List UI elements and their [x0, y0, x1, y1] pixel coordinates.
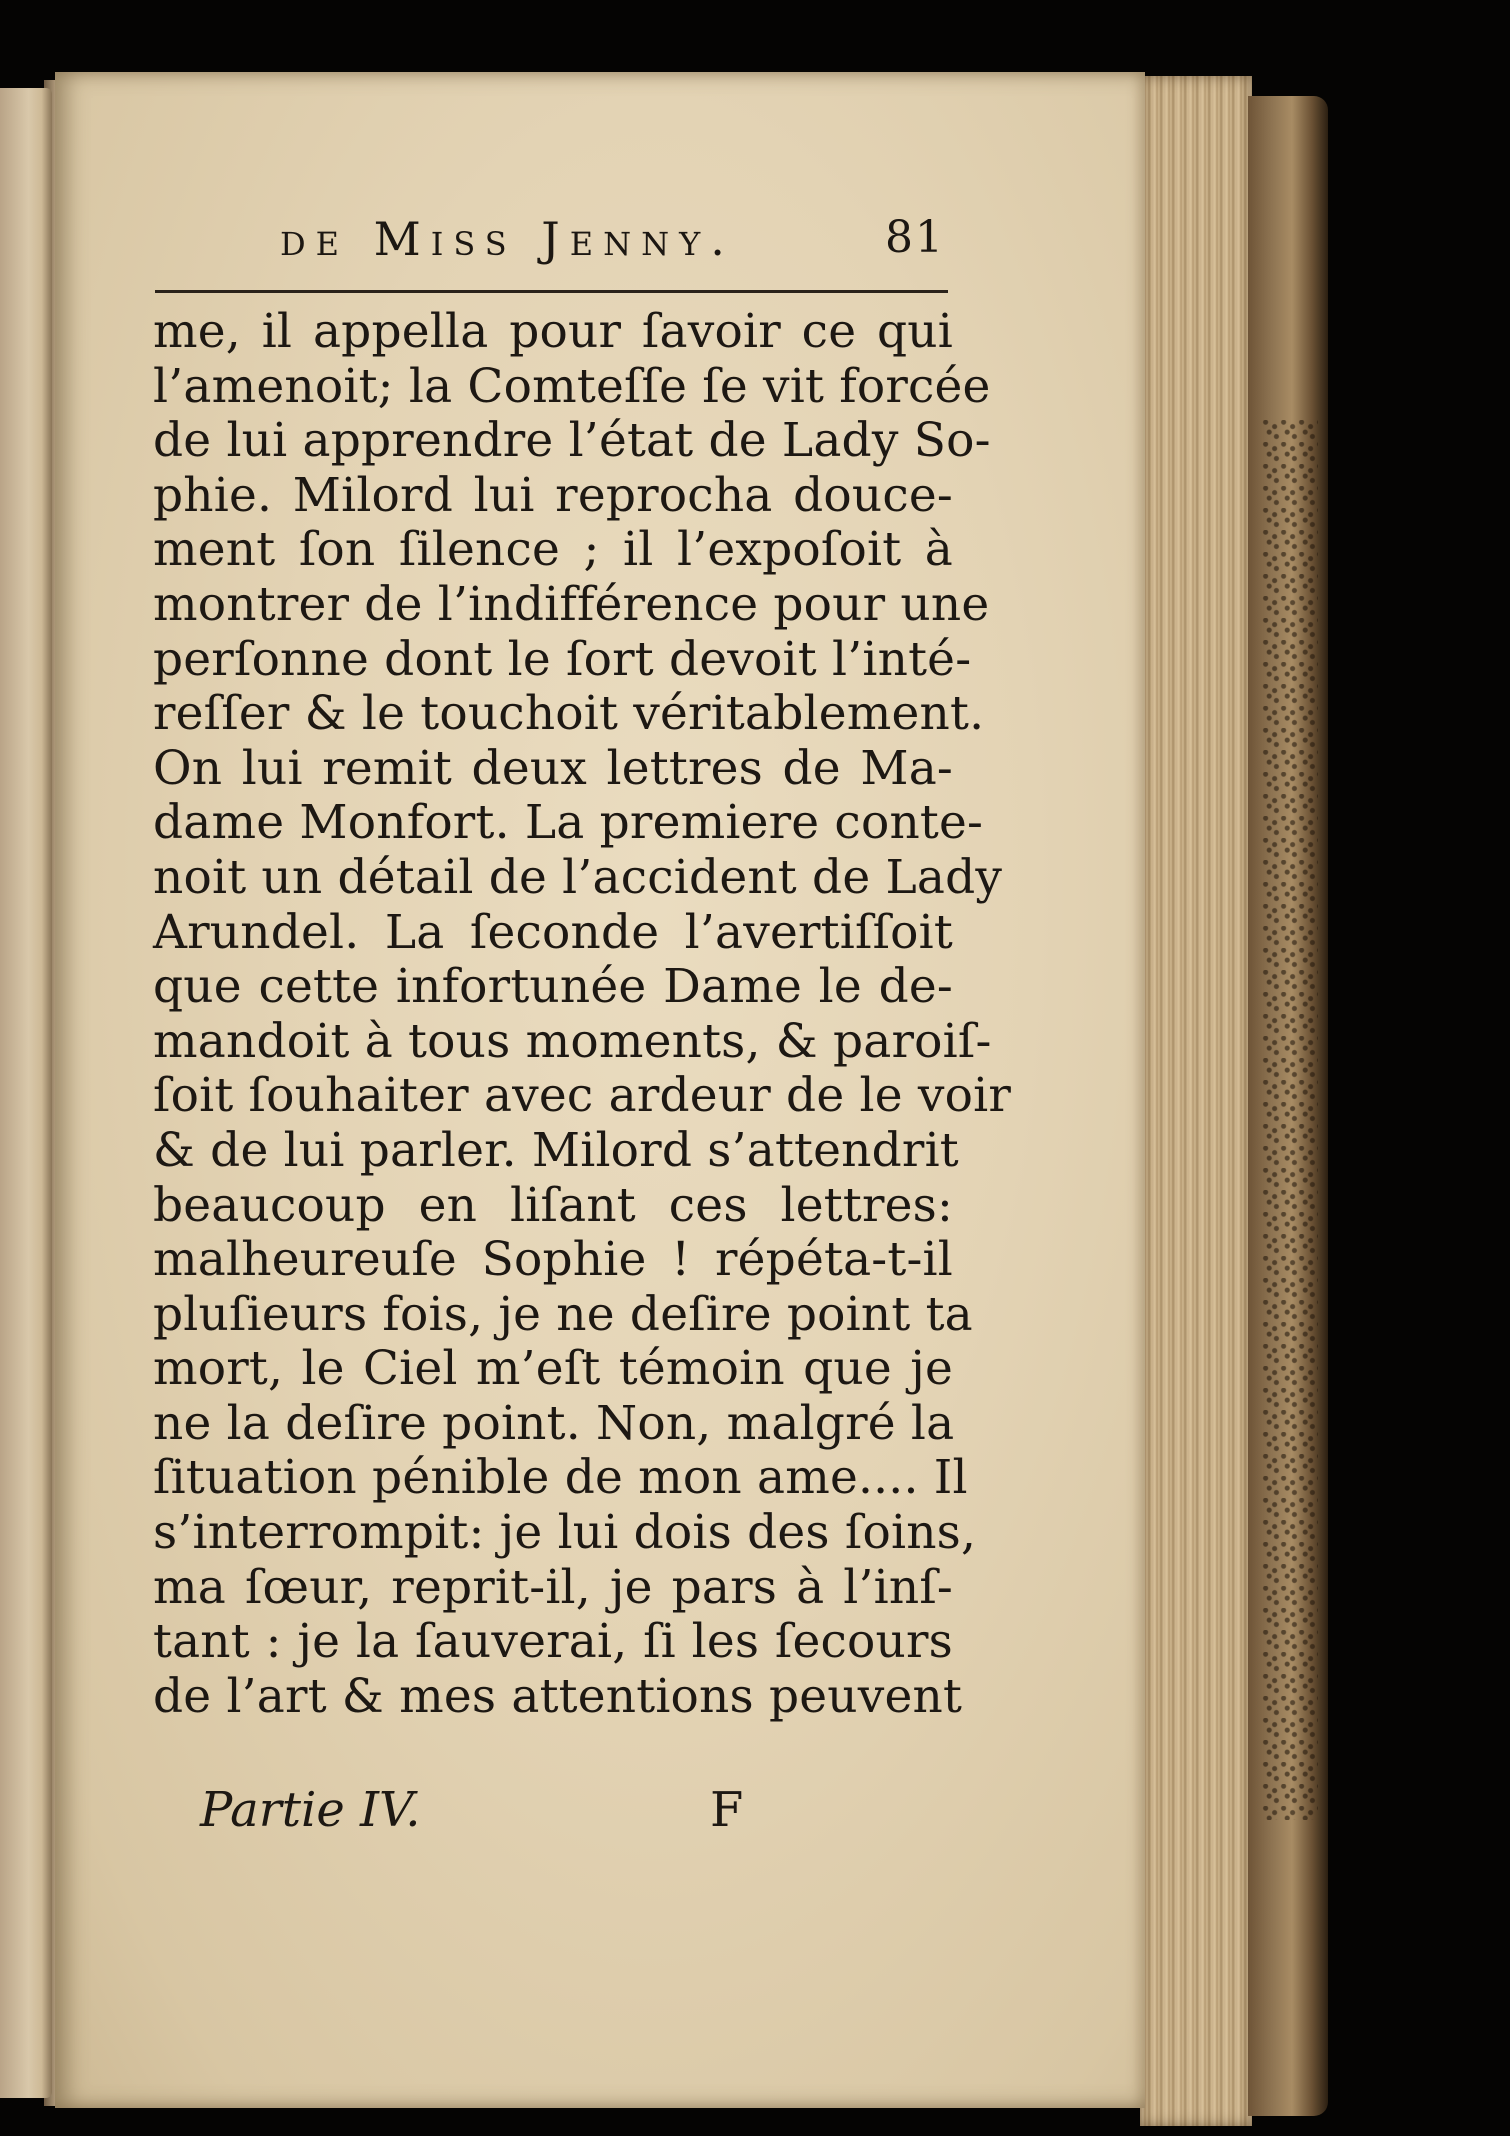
- page-number: 81: [885, 212, 945, 263]
- text-line: l’amenoit; la Comteſſe ſe vit forcée: [153, 358, 991, 414]
- text-line: de l’art & mes attentions peuvent: [153, 1668, 963, 1724]
- text-line: pluſieurs fois, je ne deſire point ta: [153, 1286, 973, 1342]
- text-line: dame Monfort. La premiere conte-: [153, 795, 984, 851]
- running-head: [150, 212, 950, 282]
- text-line: On lui remit deux lettres de Ma-: [153, 740, 953, 796]
- text-line: tant : je la ſauverai, ſi les ſecours: [153, 1614, 953, 1670]
- text-line: de lui apprendre l’état de Lady So-: [153, 413, 991, 469]
- text-line: & de lui parler. Milord s’attendrit: [153, 1122, 959, 1178]
- cover-speckle-texture: [1262, 420, 1318, 1820]
- text-line: Arundel. La ſeconde l’avertiſſoit: [153, 904, 953, 960]
- page-fore-edge: [1140, 76, 1252, 2126]
- text-line: mort, le Ciel m’eſt témoin que je: [153, 1341, 953, 1397]
- text-line: ne la deſire point. Non, malgré la: [153, 1395, 955, 1451]
- running-title: de Miss Jenny.: [280, 212, 735, 266]
- text-line: ma ſœur, reprit-il, je pars à l’inſ-: [153, 1559, 953, 1615]
- previous-page-edge: [0, 88, 52, 2098]
- text-line: mandoit à tous moments, & paroiſ-: [153, 1013, 992, 1069]
- text-line: noit un détail de l’accident de Lady: [153, 849, 1003, 905]
- text-line: ſoit ſouhaiter avec ardeur de le voir: [153, 1068, 1012, 1124]
- text-line: s’interrompit: je lui dois des ſoins,: [153, 1505, 977, 1561]
- part-label: Partie IV.: [200, 1782, 421, 1838]
- signature-mark: F: [710, 1782, 744, 1838]
- text-line: beaucoup en liſant ces lettres:: [153, 1177, 953, 1233]
- body-text: [153, 304, 1012, 1724]
- text-line: montrer de l’indifférence pour une: [153, 576, 990, 632]
- header-rule: [155, 290, 948, 293]
- text-line: ſituation pénible de mon ame.... Il: [153, 1450, 968, 1506]
- text-line: ment ſon ſilence ; il l’expoſoit à: [153, 522, 953, 578]
- page-footer: [200, 1782, 800, 1842]
- text-line: perſonne dont le ſort devoit l’inté-: [153, 631, 972, 687]
- text-line: phie. Milord lui reprocha douce-: [153, 467, 953, 523]
- text-line: reſſer & le touchoit véritablement.: [153, 686, 985, 742]
- text-line: malheureuſe Sophie ! répéta-t-il: [153, 1232, 953, 1288]
- text-line: me, il appella pour ſavoir ce qui: [153, 304, 953, 359]
- text-line: que cette infortunée Dame le de-: [153, 959, 953, 1015]
